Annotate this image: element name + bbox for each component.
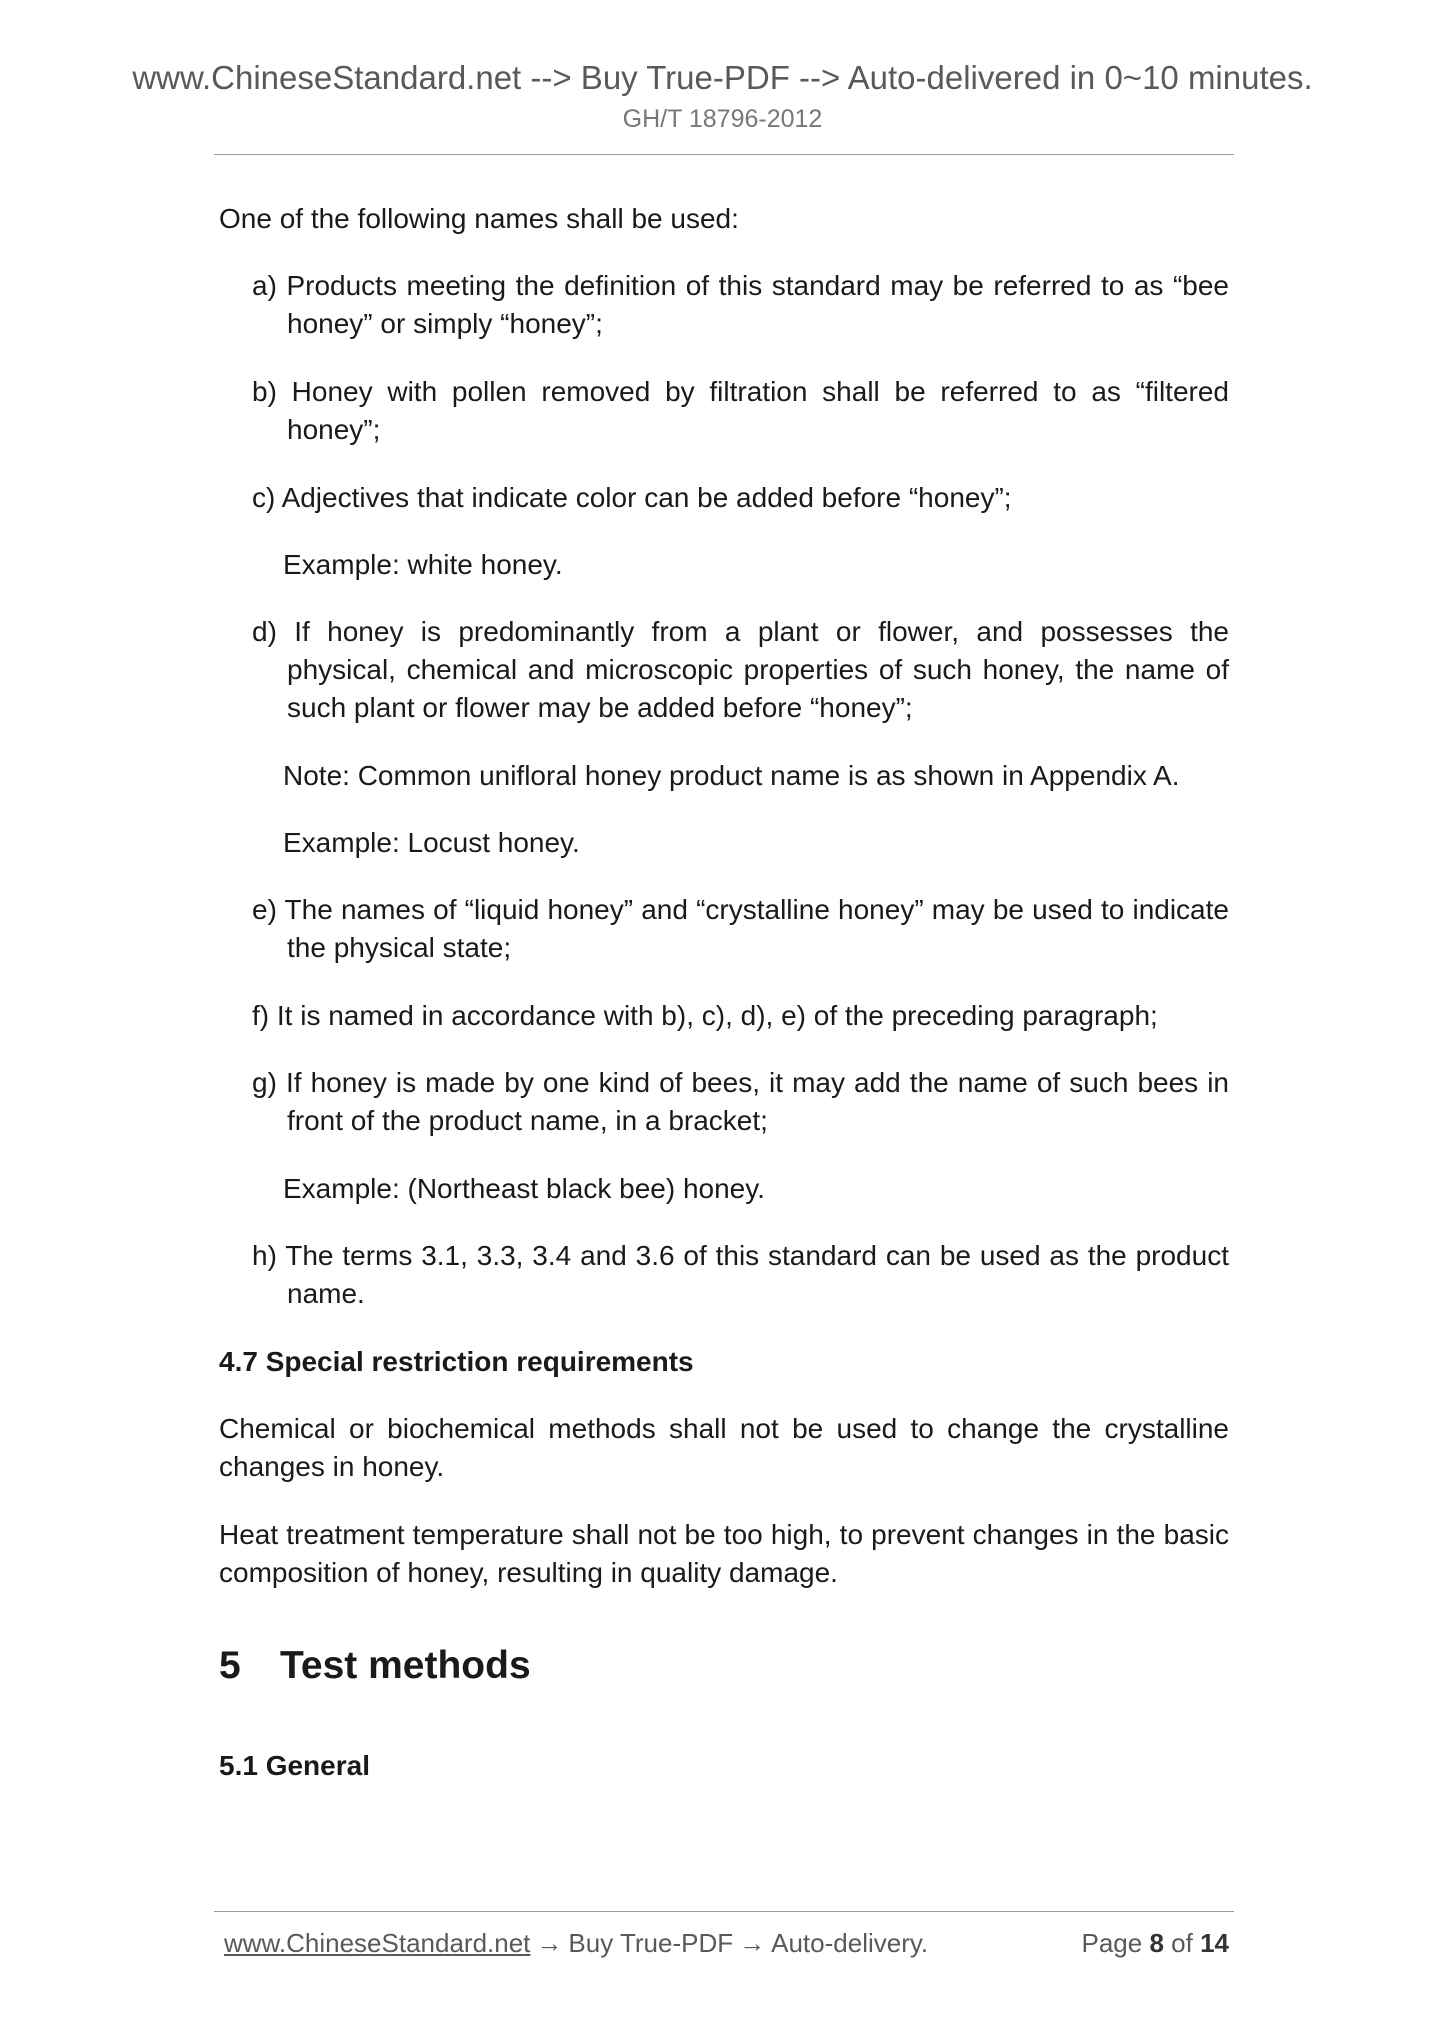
example-locust-honey: Example: Locust honey. [283, 827, 580, 858]
standard-code: GH/T 18796-2012 [622, 105, 823, 133]
footer-site-link[interactable]: www.ChineseStandard.net [224, 1928, 531, 1958]
list-item-g: g) If honey is made by one kind of bees, it may add the name of such bees in front of the product name, in a bracket; [252, 1067, 1230, 1136]
footer-buy-text: Buy True-PDF [568, 1928, 734, 1958]
example-northeast-bee: Example: (Northeast black bee) honey. [283, 1173, 765, 1204]
note-appendix-a: Note: Common unifloral honey product name is as shown in Appendix A. [283, 760, 1180, 791]
list-item-c: c) Adjectives that indicate color can be added before “honey”; [252, 482, 1012, 513]
list-item-e: e) The names of “liquid honey” and “crystalline honey” may be used to indicate the physical state; [252, 894, 1229, 963]
list-item-f: f) It is named in accordance with b), c), d), e) of the preceding paragraph; [252, 1000, 1158, 1031]
list-item-b: b) Honey with pollen removed by filtration shall be referred to as “filtered honey”; [252, 376, 1230, 445]
subsection-title-4-7: 4.7 Special restriction requirements [219, 1346, 694, 1377]
list-item-d: d) If honey is predominantly from a plant or flower, and possesses the physical, chemical and microscopic properties of such honey, the name of such plant or flower may be added before “honey”; [252, 616, 1229, 723]
paragraph-chemical-methods: Chemical or biochemical methods shall not be used to change the crystalline changes in honey. [219, 1413, 1229, 1482]
intro-paragraph: One of the following names shall be used: [219, 203, 739, 234]
footer-divider [214, 1911, 1234, 1912]
paragraph-heat-treatment: Heat treatment temperature shall not be too high, to prevent changes in the basic composition of honey, resulting in quality damage. [219, 1519, 1229, 1588]
example-white-honey: Example: white honey. [283, 549, 563, 580]
footer-delivery-text: Auto-delivery. [771, 1928, 929, 1958]
subsection-title-5-1: 5.1 General [219, 1750, 370, 1781]
page-number: Page 8 of 14 [1081, 1928, 1229, 1958]
list-item-a: a) Products meeting the definition of this standard may be referred to as “bee honey” or simply “honey”; [252, 270, 1229, 339]
arrow-right-icon: → [536, 1928, 563, 1958]
section-title-5: 5 Test methods [219, 1644, 531, 1687]
page-footer [224, 1926, 1229, 1960]
arrow-right-icon: → [739, 1928, 766, 1958]
list-item-h: h) The terms 3.1, 3.3, 3.4 and 3.6 of this standard can be used as the product name. [252, 1240, 1229, 1309]
header-divider [214, 154, 1234, 155]
header-banner: www.ChineseStandard.net --> Buy True-PDF --> Auto-delivered in 0~10 minutes. [132, 59, 1313, 96]
